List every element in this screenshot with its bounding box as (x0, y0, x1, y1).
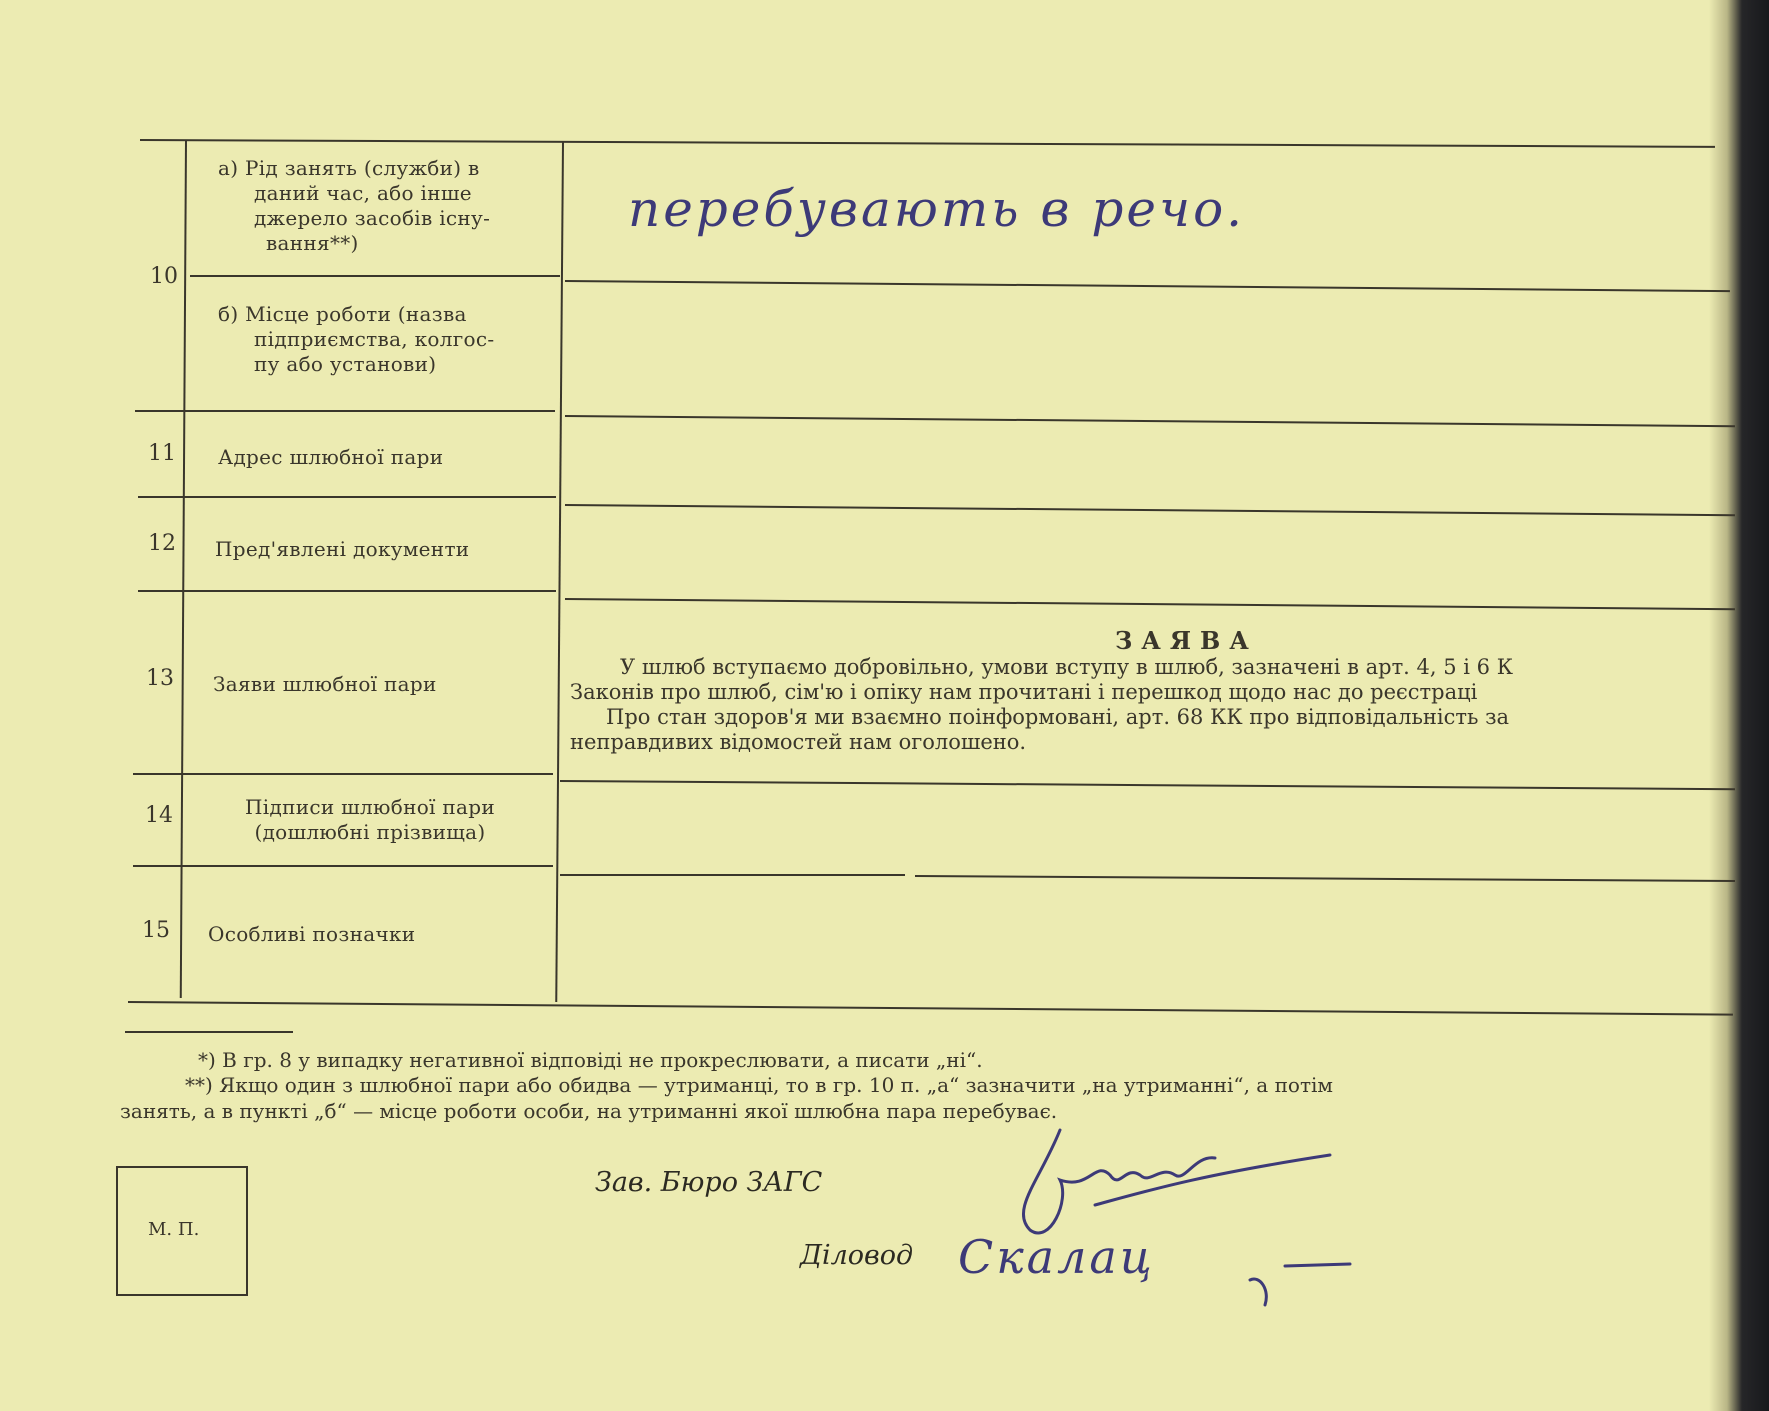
row-number: 11 (148, 441, 176, 466)
row10b-label-line: підприємства, колгос- (254, 327, 495, 351)
statement-line: У шлюб вступаємо добровільно, умови вступу в шлюб, зазначені в арт. 4, 5 і 6 К (620, 655, 1513, 679)
clerk-role: Діловод (800, 1240, 914, 1271)
footnote-2: **) Якщо один з шлюбної пари або обидва — утриманці, то в гр. 10 п. „а“ зазначити „на утриманні“, а потім (185, 1073, 1333, 1097)
row-number: 10 (150, 264, 178, 289)
stamp-placeholder-label: М. П. (148, 1219, 200, 1240)
row13-bottom-left (133, 773, 553, 775)
row10a-label (218, 156, 548, 256)
statement-text (570, 655, 1750, 755)
row-number: 12 (148, 531, 176, 556)
row15-label: Особливі позначки (208, 922, 416, 946)
row11-label: Адрес шлюбної пари (218, 445, 444, 469)
row10-divider-left (190, 275, 560, 277)
row11-bottom-left (138, 496, 556, 498)
row14-bottom-right-a (560, 874, 905, 876)
row10b-label (218, 302, 548, 377)
row10b-label-line: пу або установи) (254, 352, 437, 376)
clerk-signature: Скалац (958, 1230, 1155, 1284)
row10a-label-line: даний час, або інше (254, 181, 472, 205)
row10a-value-handwritten: перебувають в речо. (628, 180, 1246, 238)
row10a-label-line: вання**) (266, 231, 359, 255)
registry-head-role: Зав. Бюро ЗАГС (595, 1167, 823, 1198)
footnote-1: *) В гр. 8 у випадку негативної відповіді не прокреслювати, а писати „ні“. (198, 1048, 983, 1072)
row-number: 14 (145, 803, 173, 828)
footnote-rule (125, 1031, 293, 1033)
row12-bottom-left (138, 590, 556, 592)
row12-label: Пред'явлені документи (215, 537, 470, 561)
row10a-label-line: джерело засобів існу- (254, 206, 491, 230)
row14-bottom-left (133, 865, 553, 867)
clerk-signature-stroke (1240, 1250, 1360, 1310)
row14-label-line: Підписи шлюбної пари (245, 795, 495, 819)
row-number: 15 (142, 918, 170, 943)
row10a-label-line: а) Рід занять (служби) в (218, 156, 480, 180)
row14-label (205, 795, 535, 845)
row14-label-line: (дошлюбні прізвища) (254, 820, 486, 844)
statement-line: Про стан здоров'я ми взаємно поінформовані, арт. 68 КК про відповідальність за (606, 705, 1510, 729)
row13-label: Заяви шлюбної пари (213, 672, 437, 696)
row10-bottom-left (135, 410, 555, 412)
statement-line: неправдивих відомостей нам оголошено. (570, 730, 1027, 754)
row10b-label-line: б) Місце роботи (назва (218, 302, 467, 326)
statement-line: Законів про шлюб, сім'ю і опіку нам прочитані і перешкод щодо нас до реєстраці (570, 680, 1478, 704)
footnote-3: занять, а в пункті „б“ — місце роботи особи, на утриманні якої шлюбна пара перебуває. (120, 1099, 1058, 1123)
statement-title: ЗАЯВА (1115, 626, 1258, 655)
row-number: 13 (146, 666, 174, 691)
